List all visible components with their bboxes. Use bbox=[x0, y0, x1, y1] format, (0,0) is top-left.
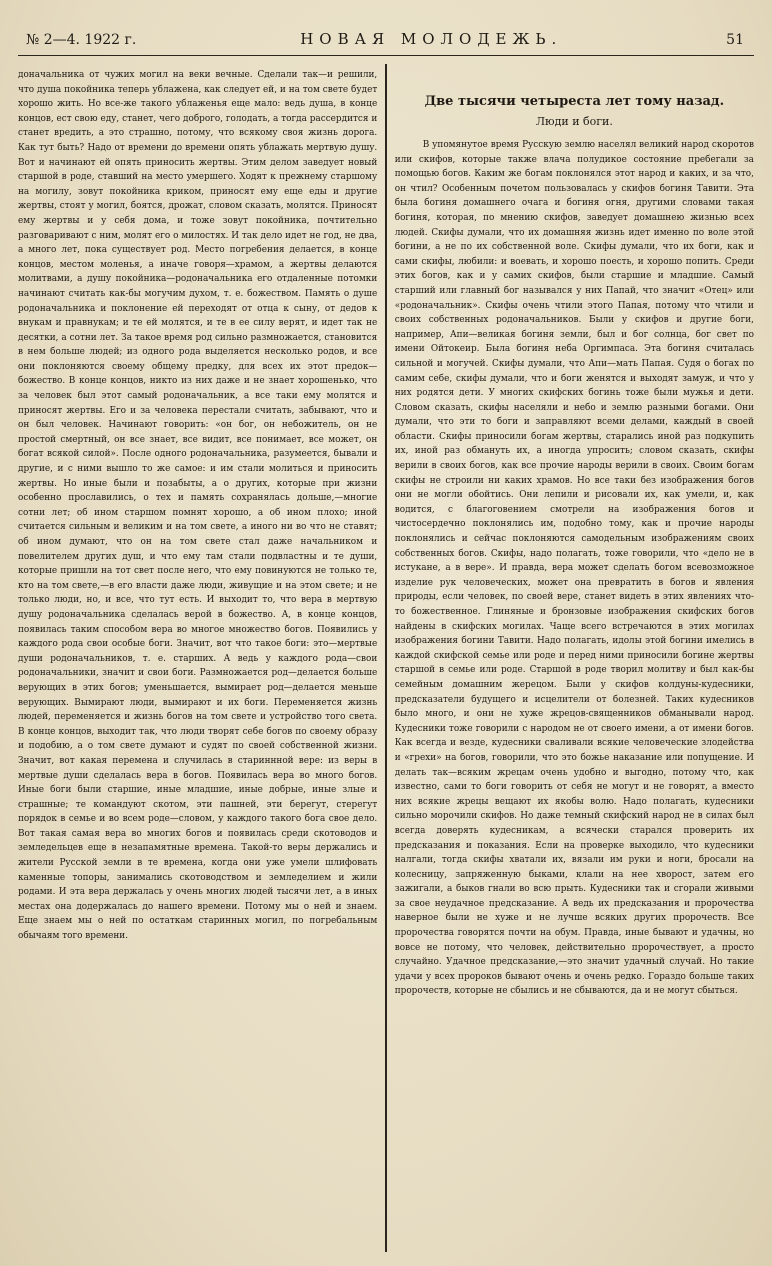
left-article-text: доначальника от чужих могил на веки вечные. Сделали так—и решили, что душа покойника теперь ублажена, как следует ей, и на том свете будет хорошо жить. Но все-же такого ублаженья еще мало: ведь душа, в конце концов, ест свою еду, станет, чего доброго, голодать, а тогда рассердится и станет вредить, а это страшно, потому, что всякому своя жизнь дорога. Как тут быть? Надо от времени до времени опять ублажать мертвую душу. Вот и начинают ей опять приносить жертвы. Этим делом заведует новый старшой в роде, ставший на место умершего. Ходят к прежнему старшому на могилу, зовут покойника криком, приносят ему еще еды и другие жертвы, стоят у могил, боятся, дрожат, словом сказать, молятся. Приносят ему жертвы и у себя дома, и тоже зовут покойника, почтительно разговаривают с ним, молят его о милостях. И так дело идет не год, не два, а много лет, пока существует род. Место погребения делается, в конце концов, местом моленья, а иначе говоря—храмом, а жертвы делаются молитвами, а душу покойника—родоначальника его отдаленные потомки начинают считать как-бы могучим духом, т. е. божеством. Память о душе родоначальника и поклонение ей переходят от отца к сыну, от дедов к внукам и правнукам; и те ей молятся, и те в ее силу верят, и идет так не десятки, а сотни лет. За такое время род сильно размножается, становится в нем больше людей; из одного рода выделяется несколько родов, и все они поклоняются своему общему предку, для всех их этот предок—божество. В конце концов, никто из них даже и не знает хорошенько, что за человек был этот самый родоначальник, а все таки ему молятся и приносят жертвы. Его и за человека перестали считать, забывают, что и он был человек. Начинают говорить: «он бог, он небожитель, он не простой смертный, он все знает, все видит, все понимает, все может, он богат всякой силой». После одного родоначальника, разумеется, бывали и другие, и с ними вышло то же самое: и им стали молиться и приносить жертвы. Но иные были и позабыты, а о других, которые при жизни особенно прославились, о тех и память сохранялась дольше,—многие сотни лет; об ином старшом помнят хорошо, а об ином плохо; иной считается сильным и великим и на том свете, а иного ни во что не ставят; об ином думают, что он на том свете стал даже начальником и повелителем других душ, и что ему там стали подвластны и те души, которые пришли на тот свет после него, что ему повинуются не только те, кто на том свете,—в его власти даже люди, живущие и на этом свете; и не только люди, но, и все, что тут есть. И выходит то, что вера в мертвую душу родоначальника сделалась верой в божество. А, в конце концов, появилась таким способом вера во многое множество богов. Появились у каждого рода свои особые боги. Значит, вот что такое боги: это—мертвые души родоначальников, т. е. старших. А ведь у каждого рода—свои родоначальники, значит и свои боги. Размножается род—делается больше верующих в этих богов; уменьшается, вымирает род—делается меньше верующих. Вымирают люди, вымирают и их боги. Переменяется жизнь людей, переменяется и жизнь богов на том свете и устройство того света. В конце концов, выходит так, что люди творят себе богов по своему образу и подобию, а о том свете думают и судят по своей собственной жизни. Значит, вот какая перемена и случилась в стариннной вере: из веры в мертвые души сделалась вера в богов. Появилась вера во много богов. Иные боги были старшие, иные младшие, иные добрые, иные злые и страшные; те командуют скотом, эти пашней, эти берегут, стерегут порядок в семье и во всем роде—словом, у каждого такого бога свое дело. Вот такая самая вера во многих богов и появилась среди скотоводов и земледельцев еще в незапамятные времена. Такой-то веры держались и жители Русской земли в те времена, когда они уже умели шлифовать каменные топоры, занимались скотоводством и земледелием и жили родами. И эта вера держалась у очень многих людей тысячи лет, а в иных местах она додержалась до нашего времени. Потому мы о ней и знаем. Еще знаем мы о ней по остаткам старинных могил, по погребальным обычаям того времени. bbox=[18, 70, 378, 942]
left-column bbox=[18, 62, 385, 1252]
page-header bbox=[18, 30, 754, 56]
issue-info: № 2—4. 1922 г. bbox=[26, 32, 137, 48]
masthead-title: НОВАЯ МОЛОДЕЖЬ. bbox=[300, 30, 563, 48]
right-article-body bbox=[395, 138, 754, 999]
right-article-text: В упомянутое время Русскую землю населял великий народ скоротов или скифов, которые также влача полудикое состояние пребегали за помощью богов. Каким же богам поклонялся этот народ и каких, и за что, он чтил? Особенным почетом пользовалась у скифов богиня Тавити. Эта была богиня домашнего очага и богиня огня, другими словами такая богиня, которая, по мнению скифов, заведует домашнею жизнью всех людей. Скифы думали, что их домашняя жизнь идет именно по воле этой богини, а не по их собственной воле. Скифы думали, что их боги, как и сами скифы, любили: и воевать, и хорошо поесть, и хорошо попить. Среди этих богов, как и у самих скифов, были старшие и младшие. Самый старший или главный бог назывался у них Папай, что значит «Отец» или «родоначальник». Скифы очень чтили этого Папая, потому что чтили и своих собственных родоначальников. Были у скифов и другие боги, например, Апи—великая богиня земли, был и бог солнца, бог свет по имени Ойтокеир. Была богиня неба Оргимпаса. Эта богиня считалась сильной и могучей. Скифы думали, что Апи—мать Папая. Судя о богах по самим себе, скифы думали, что и боги женятся и выходят замуж, и что у них родятся дети. У многих скифских богинь тоже были мужья и дети. Словом сказать, скифы населяли и небо и землю разными богами. Они думали, что эти то боги и заправляют всеми делами, каждый в своей области. Скифы приносили богам жертвы, старались иной раз подкупить их, иной раз обмануть их, а иногда упросить; словом сказать, скифы верили в своих богов, как все прочие народы верили в своих. Своим богам скифы не строили ни каких храмов. Но все таки без изображения богов они не могли обойтись. Они лепили и рисовали их, как умели, и, как водится, с благоговением смотрели на изображения богов и чистосердечно поклонялись им, подобно тому, как и прочие народы поклонялись и сейчас поклоняются самодельным изображениям своих собственных богов. Скифы, надо полагать, тоже говорили, что «дело не в истукане, а в вере». И правда, вера может сделать богом всевозможное изделие рук человеческих, может она превратить в богов и явления природы, если человек, по своей вере, станет видеть в этих явлениях что-то божественное. Глиняные и бронзовые изображения скифских богов найдены в скифских могилах. Чаще всего встречаются в этих могилах изображения богини Тавити. Надо полагать, идолы этой богини имелись в каждой скифской семье или роде и перед ними приносили богине жертвы старшой в семье или роде. Старшой в роде творил молитву и был как-бы семейным домашним жерецом. Были у скифов колдуны-кудесники, предсказатели будущего и исцелители от болезней. Таких кудесников было много, и они не хуже жрецов-священников обманывали народ. Кудесники тоже говорили с народом не от своего имени, а от имени богов. Как всегда и везде, кудесники сваливали всякие человеческие злодейства и «грехи» на богов, говорили, что это божье наказание или попущение. И делать так—всяким жрецам очень удобно и выгодно, потому что, как известно, сами то боги говорить от себя не могут и не говорят, а вместо них всякие жрецы вещают их якобы волю. Надо полагать, кудесники сильно морочили скифов. Но даже темный скифский народ не в силах был всегда доверять кудесникам, а всячески старался проверить их предсказания и показания. Если на проверке выходило, что кудесники налгали, тогда скифы хватали их, вязали им руки и ноги, бросали на колесницу, запряженную быками, клали на нее хворост, затем его зажигали, а быков гнали во всю прыть. Кудесники так и сгорали живыми за свое неудачное предсказание. А ведь их предсказания и пророчества наверное были не хуже и не лучше всяких других пророчеств. Все пророчества говорятся почти на обум. Правда, иные бывают и удачны, но вовсе не потому, что человек, действительно пророчествует, а просто случайно. Удачное предсказание,—это значит удачный случай. Но такие удачи у всех пророков бывают очень и очень редко. Гораздо больше таких пророчеств, которые не сбылись и не сбываются, да и не могут сбыться. bbox=[394, 140, 754, 997]
left-article-body bbox=[18, 68, 377, 944]
article-subtitle: Люди и боги. bbox=[535, 115, 613, 128]
right-column bbox=[387, 62, 754, 1252]
article-title: Две тысячи четыреста лет тому назад. bbox=[424, 94, 725, 109]
page-number: 51 bbox=[726, 32, 744, 48]
columns bbox=[18, 62, 754, 1252]
